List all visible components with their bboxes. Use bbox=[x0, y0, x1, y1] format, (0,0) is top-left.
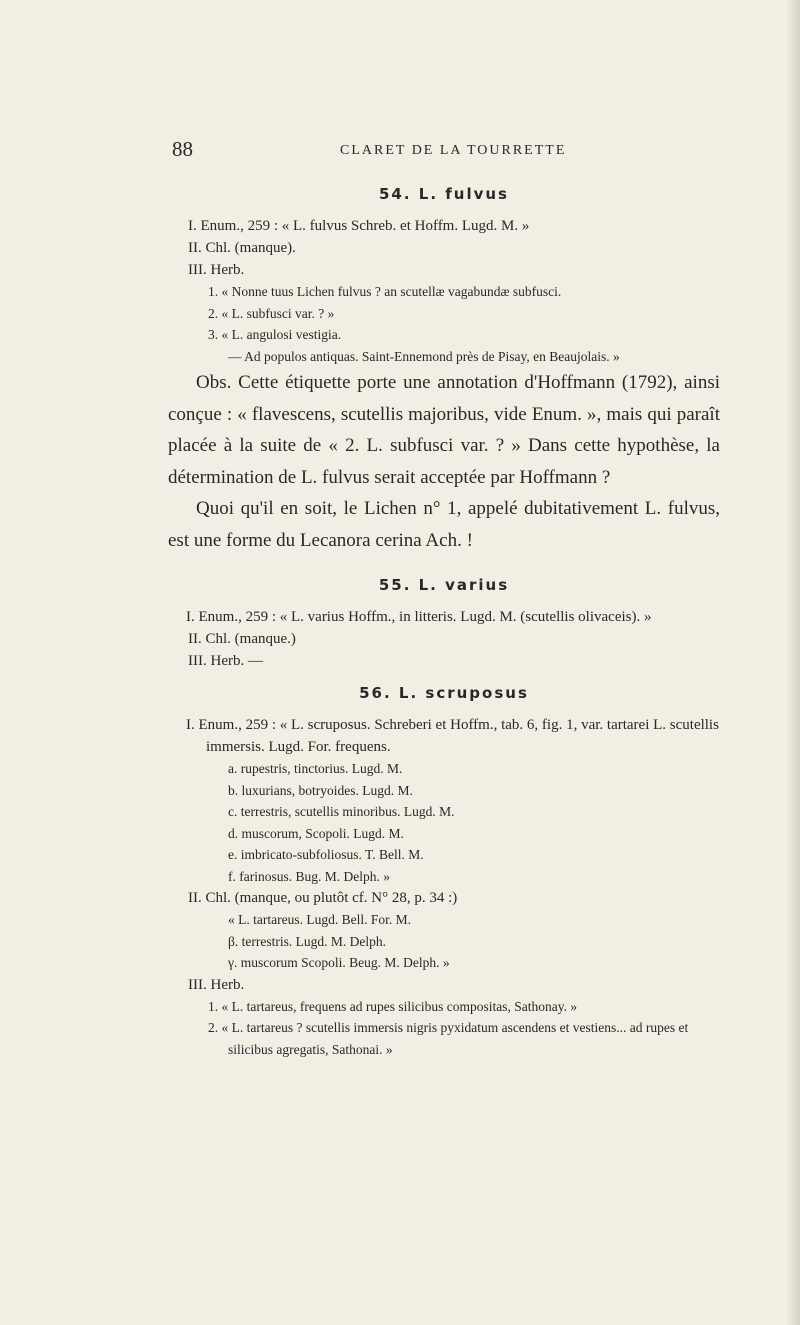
entry-chl-54: II. Chl. (manque). bbox=[188, 240, 296, 256]
herb-item-54-2: 2. « L. subfusci var. ? » bbox=[208, 305, 335, 321]
entry-herb-54: III. Herb. bbox=[188, 262, 245, 278]
entry-herb-55: III. Herb. — bbox=[188, 653, 263, 669]
species-heading-55: 55. L. varius bbox=[378, 576, 510, 594]
variety-a: a. rupestris, tinctorius. Lugd. M. bbox=[228, 761, 403, 776]
herb-item-54-1: 1. « Nonne tuus Lichen fulvus ? an scutellæ vagabundæ subfusci. bbox=[208, 284, 562, 299]
herb-item-56-1: 1. « L. tartareus, frequens ad rupes silicibus compositas, Sathonay. » bbox=[208, 998, 578, 1014]
observation-paragraph: Obs. Cette étiquette porte une annotation d'Hoffmann (1792), ainsi conçue : « flavescens, scutellis majoribus, vide Enum. », mais qui paraît placée à la suite de « 2. L. subfusci var. ? » Dans cette hypothèse, la détermination de L. fulvus serait acceptée par Hoffmann ? bbox=[168, 372, 720, 488]
entry-enum-55: I. Enum., 259 : « L. varius Hoffm., in litteris. Lugd. M. (scutellis olivaceis). » bbox=[186, 609, 652, 625]
chl-item-2: β. terrestris. Lugd. M. Delph. bbox=[228, 933, 386, 949]
species-heading-56: 56. L. scruposus bbox=[359, 684, 529, 702]
entry-chl-55: II. Chl. (manque.) bbox=[188, 631, 296, 647]
herb-item-54-4: — Ad populos antiquas. Saint-Ennemond près de Pisay, en Beaujolais. » bbox=[228, 348, 620, 364]
chl-item-3: γ. muscorum Scopoli. Beug. M. Delph. » bbox=[228, 955, 450, 970]
herb-item-56-2: 2. « L. tartareus ? scutellis immersis nigris pyxidatum ascendens et vestiens... ad rupes et silicibus agregatis, Sathonai. » bbox=[208, 1020, 689, 1057]
page-edge-shadow bbox=[786, 0, 800, 1325]
chl-item-1: « L. tartareus. Lugd. Bell. For. M. bbox=[228, 912, 411, 927]
text-block bbox=[168, 185, 720, 1060]
species-heading-54: 54. L. fulvus bbox=[378, 185, 509, 203]
variety-c: c. terrestris, scutellis minoribus. Lugd. M. bbox=[228, 804, 455, 819]
running-header bbox=[172, 137, 712, 167]
variety-d: d. muscorum, Scopoli. Lugd. M. bbox=[228, 825, 404, 841]
entry-enum-56: I. Enum., 259 : « L. scruposus. Schreberi et Hoffm., tab. 6, fig. 1, var. tartarei L. scutellis immersis. Lugd. For. frequens. bbox=[186, 717, 719, 755]
herb-item-54-3: 3. « L. angulosi vestigia. bbox=[208, 327, 342, 342]
variety-b: b. luxurians, botryoides. Lugd. M. bbox=[228, 782, 413, 798]
entry-enum-54: I. Enum., 259 : « L. fulvus Schreb. et Hoffm. Lugd. M. » bbox=[188, 218, 530, 234]
variety-e: e. imbricato-subfoliosus. T. Bell. M. bbox=[228, 847, 424, 862]
entry-herb-56: III. Herb. bbox=[188, 976, 245, 993]
entry-chl-56: II. Chl. (manque, ou plutôt cf. N° 28, p. 34 :) bbox=[188, 890, 458, 906]
variety-f: f. farinosus. Bug. M. Delph. » bbox=[228, 868, 390, 884]
conclusion-paragraph: Quoi qu'il en soit, le Lichen n° 1, appelé dubitativement L. fulvus, est une forme du Lecanora cerina Ach. ! bbox=[168, 498, 720, 551]
running-title: CLARET DE LA TOURRETTE bbox=[340, 143, 567, 158]
page-number: 88 bbox=[172, 137, 193, 161]
